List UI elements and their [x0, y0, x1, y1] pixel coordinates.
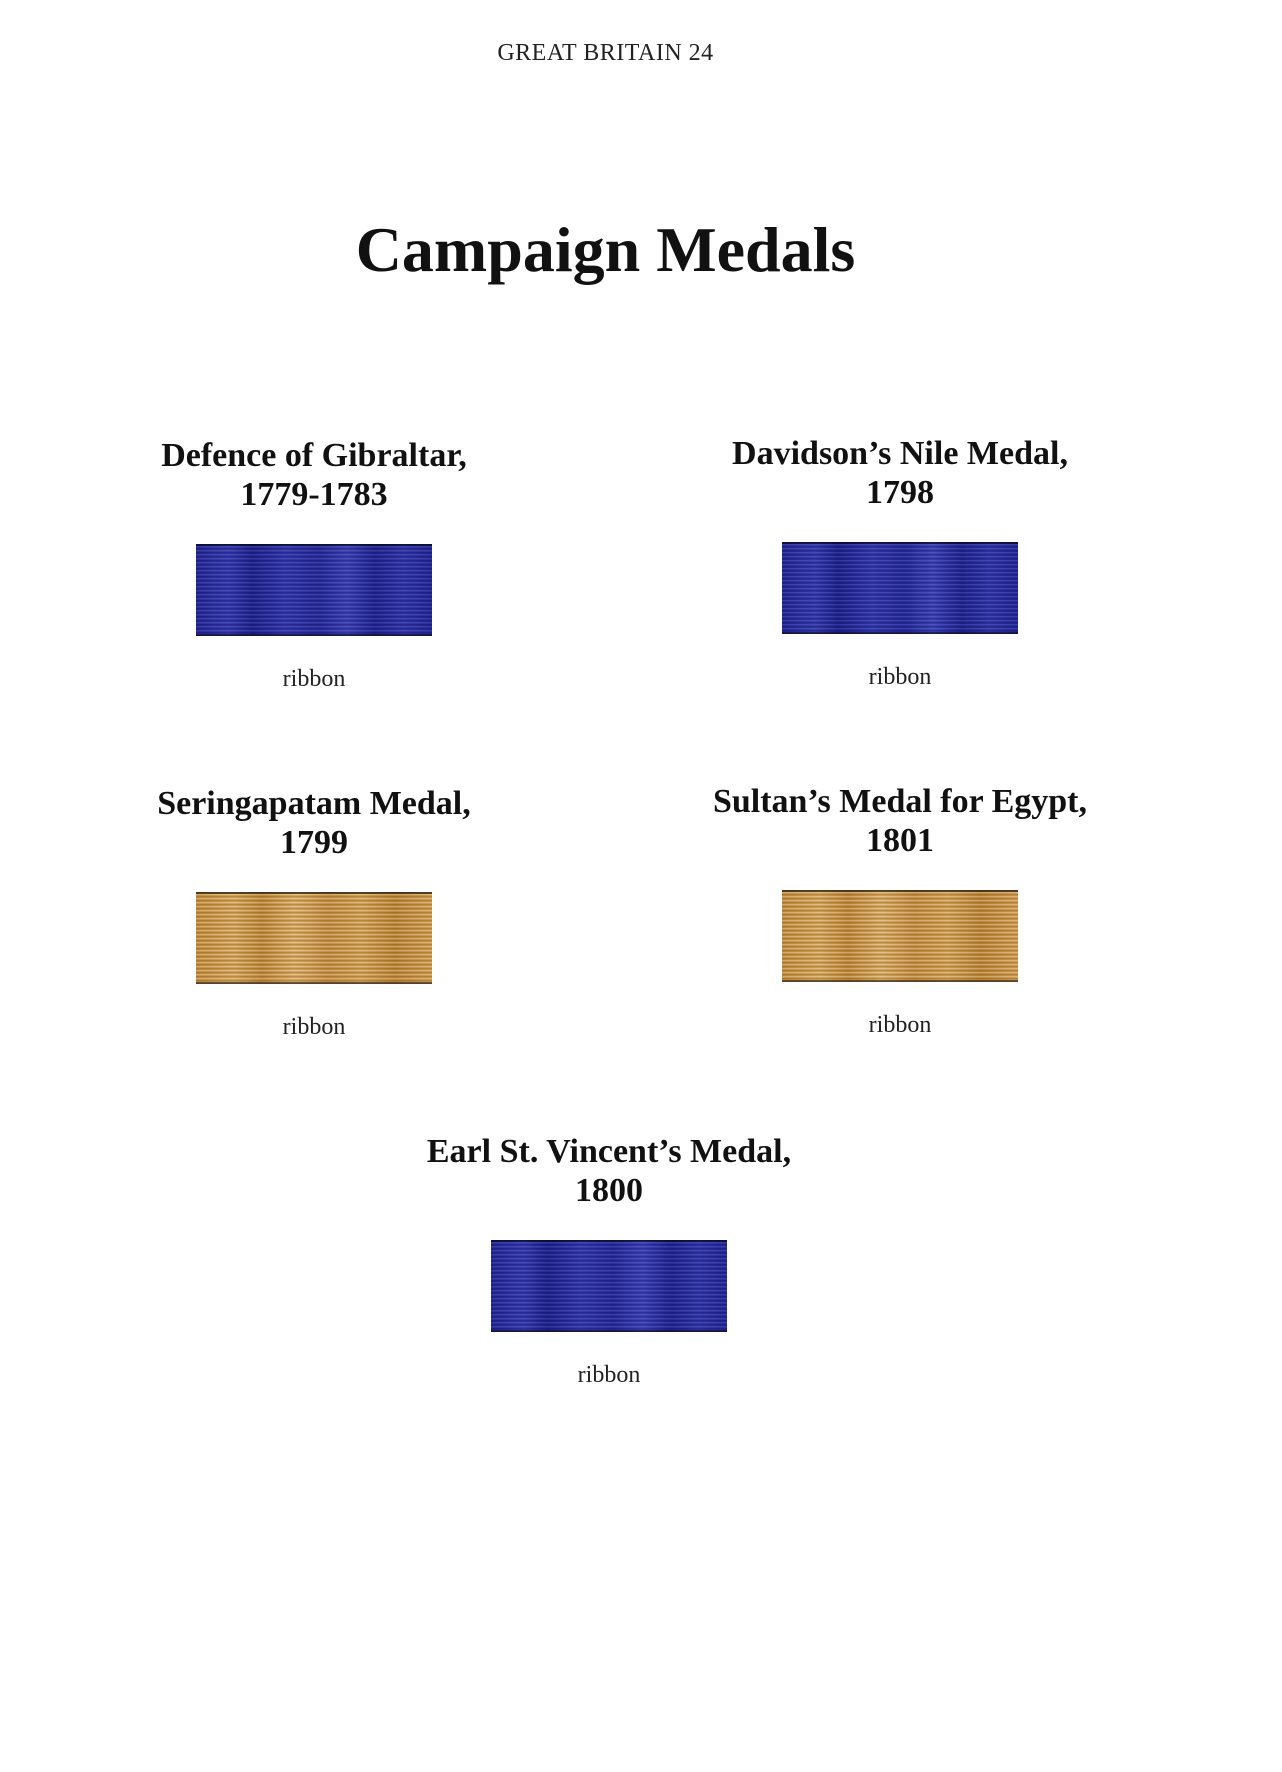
ribbon-swatch — [196, 544, 432, 636]
medal-name-line2: 1798 — [866, 474, 934, 511]
medal-name — [696, 782, 1104, 860]
medal-defence-of-gibraltar — [120, 436, 508, 693]
ribbon-label: ribbon — [577, 1362, 641, 1388]
medal-name-line1: Davidson’s Nile Medal, — [732, 435, 1068, 472]
ribbon-label: ribbon — [282, 1014, 346, 1040]
medal-sultans-egypt — [696, 782, 1104, 1039]
ribbon-label: ribbon — [868, 664, 932, 690]
ribbon-swatch — [196, 892, 432, 984]
ribbon-label: ribbon — [868, 1012, 932, 1038]
medal-name — [120, 784, 508, 862]
medal-name-line2: 1800 — [575, 1172, 643, 1209]
medal-name — [404, 1132, 814, 1210]
medal-name — [120, 436, 508, 514]
page-title: Campaign Medals — [355, 214, 856, 285]
medal-name-line1: Earl St. Vincent’s Medal, — [426, 1133, 792, 1170]
ribbon-swatch — [491, 1240, 727, 1332]
medal-name-line1: Seringapatam Medal, — [157, 785, 471, 822]
ribbon-swatch — [782, 542, 1018, 634]
running-head: GREAT BRITAIN 24 — [497, 40, 714, 66]
medal-name-line2: 1801 — [866, 822, 934, 859]
medal-name-line1: Sultan’s Medal for Egypt, — [712, 783, 1088, 820]
medal-seringapatam — [120, 784, 508, 1041]
ribbon-label: ribbon — [282, 666, 346, 692]
medal-earl-st-vincent — [404, 1132, 814, 1389]
medal-name-line2: 1799 — [280, 824, 348, 861]
medal-name-line1: Defence of Gibraltar, — [161, 437, 467, 474]
medal-davidsons-nile — [700, 434, 1100, 691]
medal-name-line2: 1779-1783 — [240, 476, 388, 513]
medal-name — [700, 434, 1100, 512]
ribbon-swatch — [782, 890, 1018, 982]
